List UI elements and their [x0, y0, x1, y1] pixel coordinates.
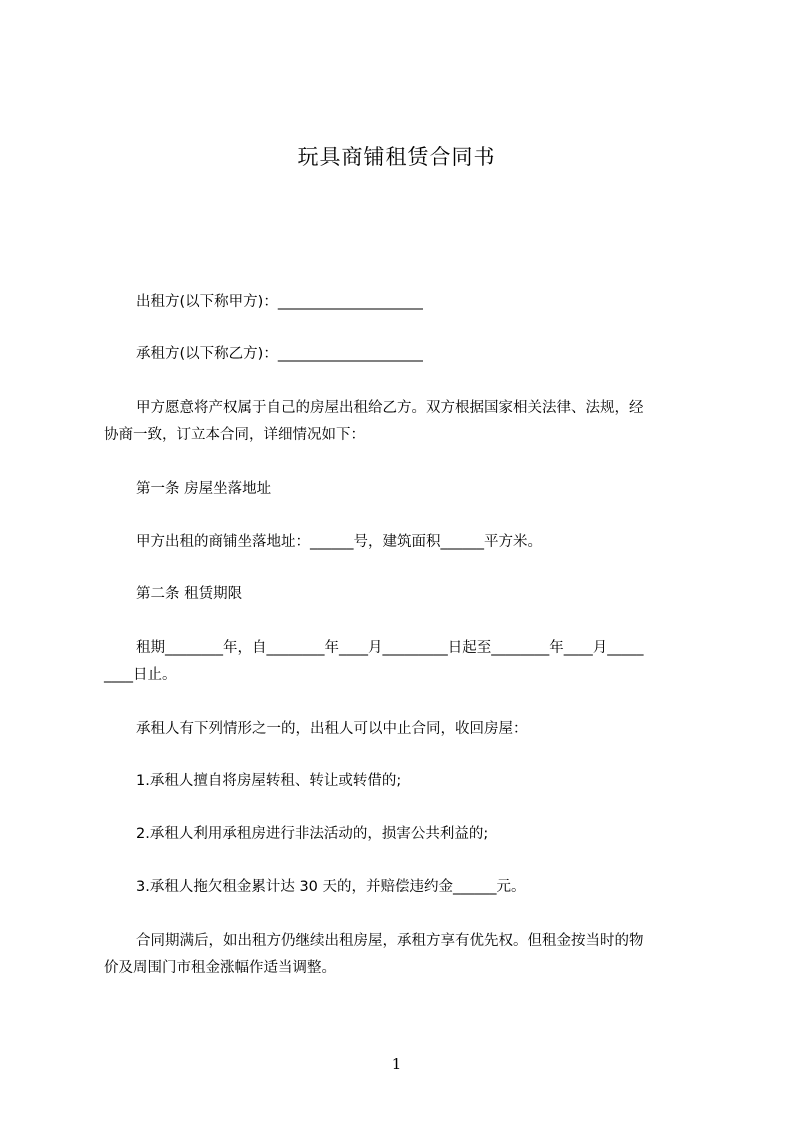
intro-paragraph-line-1: 甲方愿意将产权属于自己的房屋出租给乙方。双方根据国家相关法律、法规，经 [136, 400, 644, 416]
termination-intro: 承租人有下列情形之一的，出租人可以中止合同，收回房屋： [136, 721, 528, 737]
termination-item-2: 2.承租人利用承租房进行非法活动的，损害公共利益的; [136, 826, 489, 842]
renewal-paragraph-line-2: 价及周围门市租金涨幅作适当调整。 [104, 960, 336, 976]
termination-item-1: 1.承租人擅自将房屋转租、转让或转借的; [136, 773, 402, 789]
document-title: 玩具商铺租赁合同书 [297, 145, 496, 169]
lease-term-line-2: ____日止。 [104, 667, 177, 683]
intro-paragraph-line-2: 协商一致，订立本合同，详细情况如下： [104, 427, 365, 443]
lessor-line: 出租方(以下称甲方)：____________________ [136, 294, 423, 310]
article-1-body: 甲方出租的商铺坐落地址：______号，建筑面积______平方米。 [136, 534, 542, 550]
article-1-heading: 第一条 房屋坐落地址 [136, 481, 272, 497]
lessee-line: 承租方(以下称乙方)：____________________ [136, 346, 423, 362]
article-2-heading: 第二条 租赁期限 [136, 586, 243, 602]
termination-item-3: 3.承租人拖欠租金累计达 30 天的，并赔偿违约金______元。 [136, 879, 526, 895]
renewal-paragraph-line-1: 合同期满后，如出租方仍继续出租房屋，承租方享有优先权。但租金按当时的物 [136, 933, 644, 949]
lease-term-line-1: 租期________年，自________年____月_________日起至________年____月_____ [136, 640, 644, 656]
page-number: 1 [391, 1055, 402, 1073]
